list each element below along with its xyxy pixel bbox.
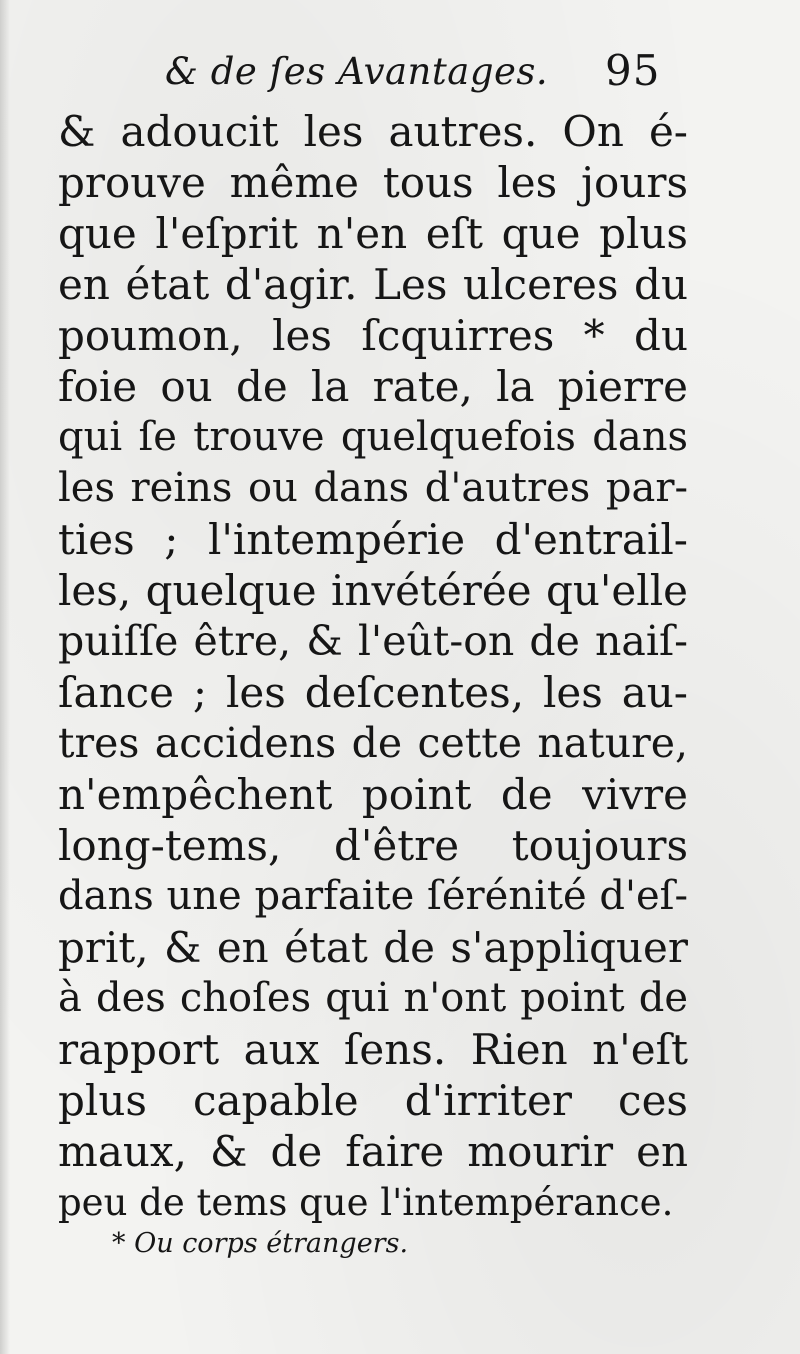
text-line: rapport aux ſens. Rien n'eſt xyxy=(58,1025,688,1074)
text-line: poumon, les ſcquirres * du xyxy=(58,311,688,360)
text-line: à des choſes qui n'ont point de xyxy=(58,975,688,1021)
text-line: puiſſe être, & l'eût-on de naiſ- xyxy=(58,617,688,665)
text-line: tres accidens de cette nature, xyxy=(58,719,688,767)
text-line: que l'eſprit n'en eſt que plus xyxy=(58,209,688,258)
page-header xyxy=(0,44,800,104)
text-line: les, quelque invétérée qu'elle xyxy=(58,566,688,615)
text-line: peu de tems que l'intempérance. xyxy=(58,1181,674,1224)
text-line: prit, & en état de s'appliquer xyxy=(58,923,688,972)
text-line: & adoucit les autres. On é- xyxy=(58,107,688,156)
text-line: dans une parfaite ſérénité d'eſ- xyxy=(58,873,688,919)
page-number: 95 xyxy=(605,46,661,95)
text-line: n'empêchent point de vivre xyxy=(58,770,688,819)
text-line: en état d'agir. Les ulceres du xyxy=(58,260,688,309)
text-line: foie ou de la rate, la pierre xyxy=(58,362,688,411)
text-line: ſance ; les deſcentes, les au- xyxy=(58,668,688,717)
text-line: maux, & de faire mourir en xyxy=(58,1127,688,1176)
text-line: prouve même tous les jours xyxy=(58,158,688,207)
page-edge-shadow xyxy=(0,0,10,1354)
text-line: ties ; l'intempérie d'entrail- xyxy=(58,515,688,564)
text-line: qui ſe trouve quelquefois dans xyxy=(58,414,688,460)
running-head: & de ſes Avantages. xyxy=(165,50,549,93)
text-line: long-tems, d'être toujours xyxy=(58,821,688,870)
text-line: plus capable d'irriter ces xyxy=(58,1076,688,1125)
footnote: * Ou corps étrangers. xyxy=(112,1228,409,1259)
body-text xyxy=(58,106,688,1228)
text-line: les reins ou dans d'autres par- xyxy=(58,465,688,511)
